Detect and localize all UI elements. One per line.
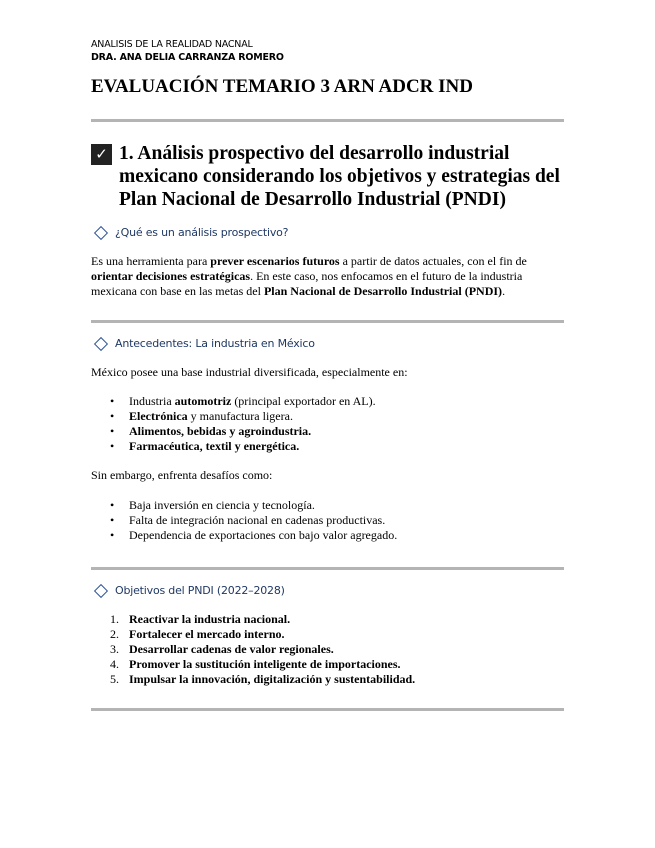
text-run: a partir de datos actuales, con el fin de [339, 254, 527, 268]
list-item [91, 394, 564, 409]
list-item: • Baja inversión en ciencia y tecnología. [91, 498, 564, 513]
bold-run: Fortalecer el mercado interno. [129, 627, 285, 641]
header-course: ANALISIS DE LA REALIDAD NACNAL [91, 39, 253, 50]
bold-run: Electrónica [129, 409, 188, 423]
bold-run: automotriz [174, 394, 232, 408]
text-run: (principal exportador en AL). [231, 394, 376, 408]
industry-list [91, 394, 564, 454]
subheading-label: ¿Qué es un análisis prospectivo? [115, 226, 289, 239]
bold-run: Promover la sustitución inteligente de importaciones. [129, 657, 401, 671]
list-item [91, 657, 564, 672]
list-number: 3. [110, 642, 119, 656]
check-icon: ✓ [91, 144, 112, 165]
list-number: 5. [110, 672, 119, 686]
document-title: EVALUACIÓN TEMARIO 3 ARN ADCR IND [91, 76, 473, 97]
paragraph-challenges-intro: Sin embargo, enfrenta desafíos como: [91, 468, 273, 482]
subheading-label: Antecedentes: La industria en México [115, 337, 315, 350]
diamond-icon [94, 225, 108, 239]
section-heading [91, 142, 564, 211]
list-number: 2. [110, 627, 119, 641]
paragraph-definition [91, 254, 564, 299]
challenges-list [91, 498, 564, 543]
text-run: y manufactura ligera. [187, 409, 293, 423]
header-author: DRA. ANA DELIA CARRANZA ROMERO [91, 52, 284, 63]
bold-run: Reactivar la industria nacional. [129, 612, 291, 626]
bold-run: Alimentos, bebidas y agroindustria. [129, 424, 312, 438]
list-item [91, 612, 564, 627]
section-title: 1. Análisis prospectivo del desarrollo industrial mexicano considerando los objetivos y estrategias del Plan Nacional de Desarrollo Industrial (PNDI) [119, 143, 560, 210]
diamond-icon [94, 583, 108, 597]
bold-run: orientar decisiones estratégicas [91, 269, 251, 283]
list-item: • Falta de integración nacional en cadenas productivas. [91, 513, 564, 528]
divider [91, 567, 564, 570]
list-item [91, 642, 564, 657]
list-number: 4. [110, 657, 119, 671]
subheading-background [91, 337, 564, 350]
subheading-label: Objetivos del PNDI (2022–2028) [115, 584, 285, 597]
subheading-objectives [91, 584, 564, 597]
bold-run: Impulsar la innovación, digitalización y sustentabilidad. [129, 672, 416, 686]
diamond-icon [94, 336, 108, 350]
divider [91, 320, 564, 323]
list-number: 1. [110, 612, 119, 626]
bold-run: Farmacéutica, textil y energética. [129, 439, 300, 453]
text-run: Industria [129, 394, 175, 408]
divider [91, 119, 564, 122]
list-item: • Dependencia de exportaciones con bajo valor agregado. [91, 528, 564, 543]
list-item [91, 424, 564, 439]
subheading-prospective [91, 226, 564, 239]
text-run: Es una herramienta para [91, 254, 211, 268]
document-page [91, 38, 564, 711]
objectives-list [91, 612, 564, 687]
list-item [91, 439, 564, 454]
list-item [91, 627, 564, 642]
divider [91, 708, 564, 711]
list-item [91, 672, 564, 687]
paragraph-intro: México posee una base industrial diversificada, especialmente en: [91, 365, 408, 379]
bold-run: Plan Nacional de Desarrollo Industrial (PNDI) [263, 284, 503, 298]
list-item [91, 409, 564, 424]
text-run: . [502, 284, 506, 298]
text-run: . En este caso, nos enfocamos en el futuro de la industria mexicana con base en las metas del [91, 269, 523, 298]
bold-run: Desarrollar cadenas de valor regionales. [129, 642, 334, 656]
bold-run: prever escenarios futuros [210, 254, 340, 268]
